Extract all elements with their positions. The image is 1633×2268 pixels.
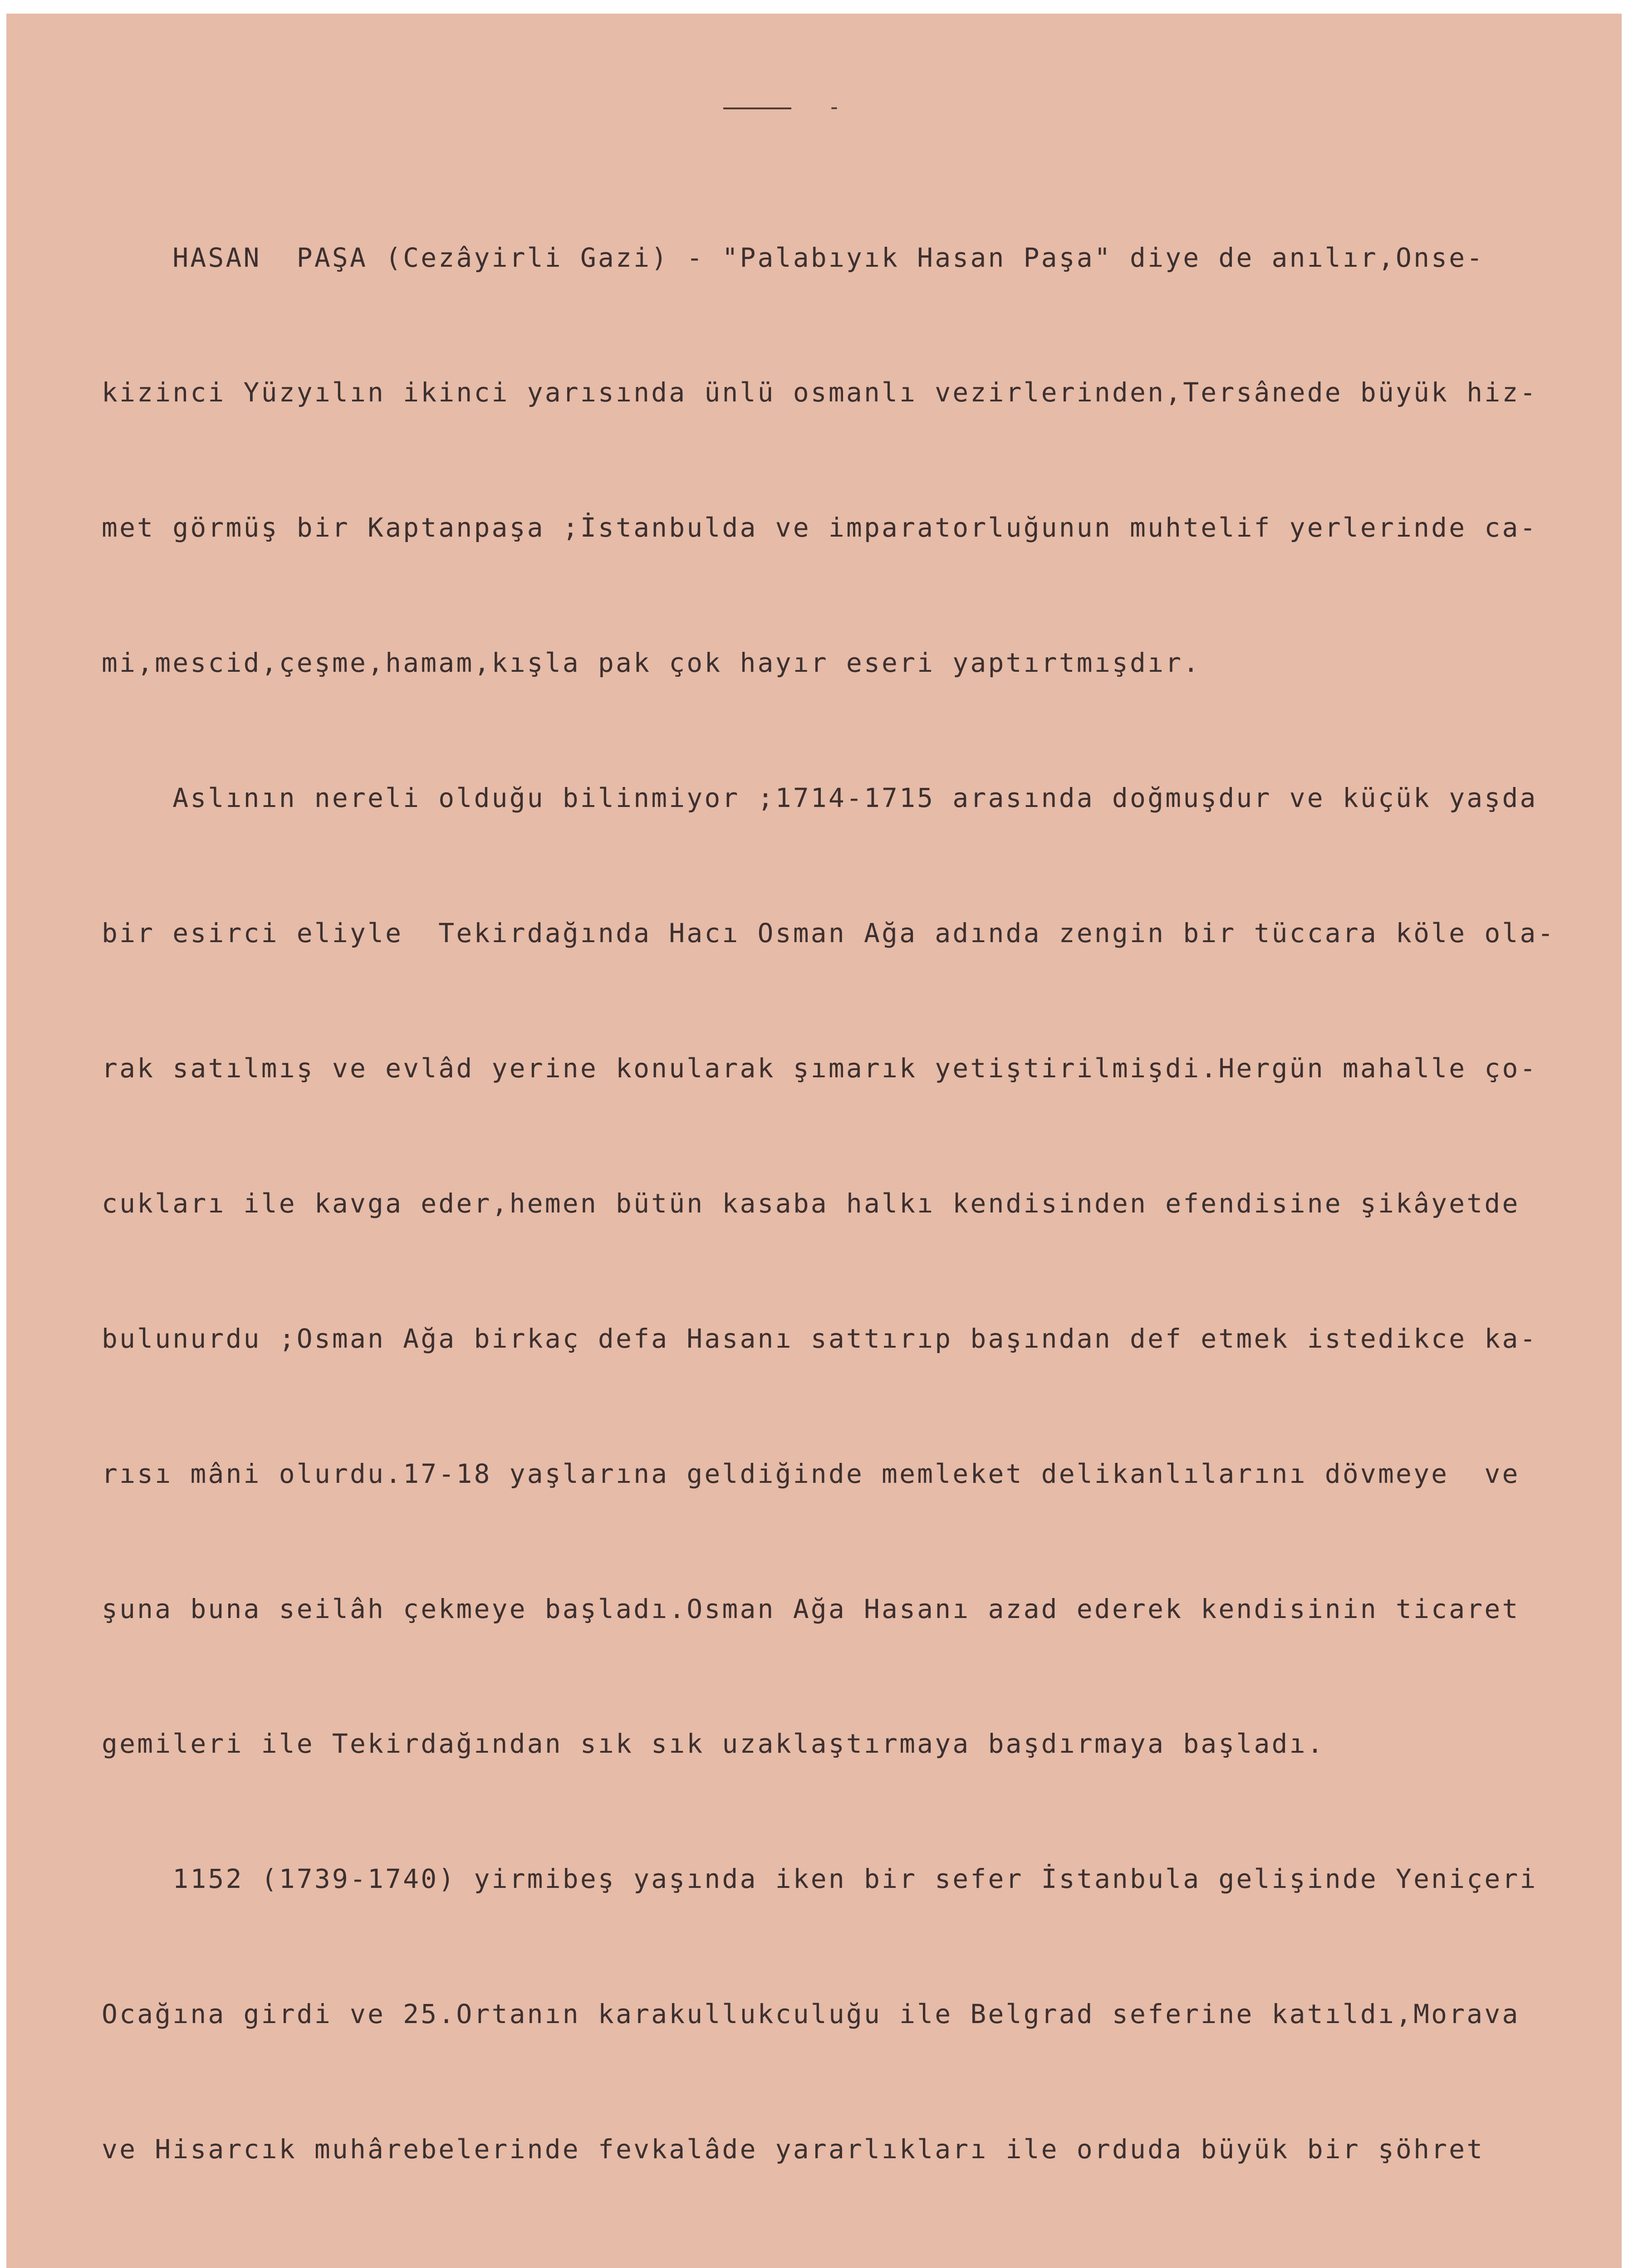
header-dash-mark (723, 94, 923, 120)
text-line: Aslının nereli olduğu bilinmiyor ;1714-1715 arasında doğmuşdur ve küçük yaşda (102, 782, 1538, 814)
text-line: 1152 (1739-1740) yirmibeş yaşında iken bir sefer İstanbula gelişinde Yeniçeri (102, 1863, 1538, 1895)
text-line: gemileri ile Tekirdağından sık sık uzaklaştırmaya başdırmaya başladı. (102, 1728, 1325, 1760)
text-line: ve Hisarcık muhârebelerinde fevkalâde yararlıkları ile orduda büyük bir şöhret (102, 2134, 1485, 2165)
typewritten-page (6, 14, 1622, 2268)
text-line (102, 2262, 1631, 2268)
text-line: met görmüş bir Kaptanpaşa ;İstanbulda ve imparatorluğunun muhtelif yerlerinde ca- (102, 512, 1538, 543)
text-line: kizinci Yüzyılın ikinci yarısında ünlü osmanlı vezirlerinden,Tersânede büyük hiz- (102, 377, 1538, 408)
header-mark-text: - (828, 94, 841, 120)
text-line: bir esirci eliyle Tekirdağında Hacı Osman Ağa adında zengin bir tüccara köle ola- (102, 918, 1555, 949)
text-line: mi,mescid,çeşme,hamam,kışla pak çok hayır eseri yaptırtmışdır. (102, 647, 1201, 679)
text-line: bulunurdu ;Osman Ağa birkaç defa Hasanı sattırıp başından def etmek istedikce ka- (102, 1323, 1538, 1354)
text-line: cukları ile kavga eder,hemen bütün kasaba halkı kendisinden efendisine şikâyetde (102, 1188, 1520, 1219)
text-line: Ocağına girdi ve 25.Ortanın karakullukculuğu ile Belgrad seferine katıldı,Morava (102, 1999, 1520, 2030)
text-line: şuna buna seilâh çekmeye başladı.Osman Ağa Hasanı azad ederek kendisinin ticaret (102, 1593, 1520, 1624)
text-line: rak satılmış ve evlâd yerine konularak şımarık yetiştirilmişdi.Hergün mahalle ço- (102, 1052, 1538, 1084)
body-text (102, 145, 1631, 2268)
header-dash-line (723, 108, 791, 109)
text-line: rısı mâni olurdu.17-18 yaşlarına geldiğinde memleket delikanlılarını dövmeye ve (102, 1458, 1520, 1489)
text-line: HASAN PAŞA (Cezâyirli Gazi) - "Palabıyık Hasan Paşa" diye de anılır,Onse- (102, 242, 1485, 273)
